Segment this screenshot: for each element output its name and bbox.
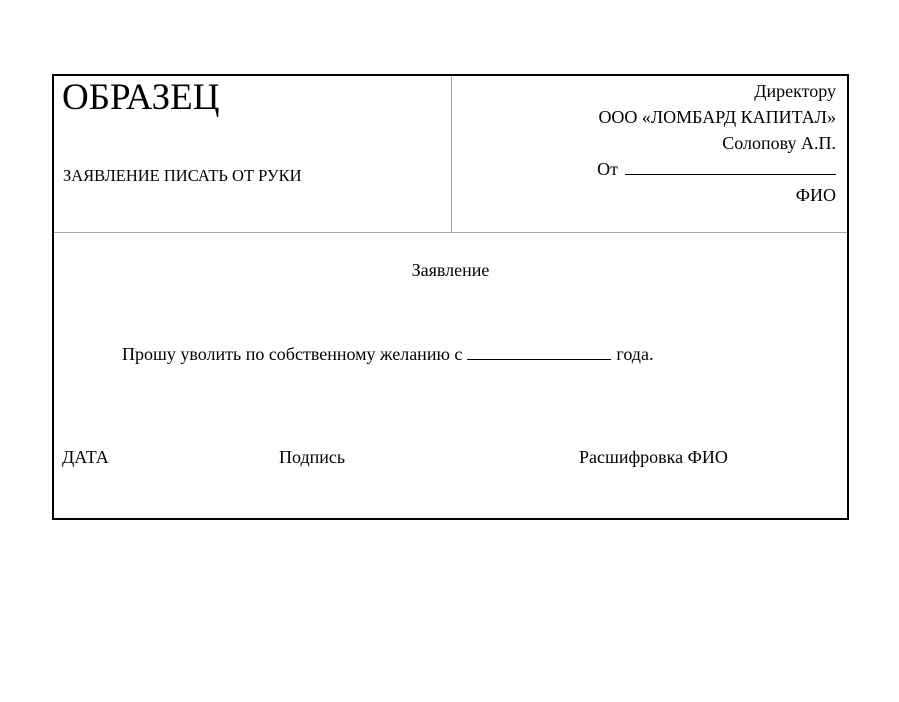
addressee-title: Директору	[754, 81, 836, 101]
fio-decipher-label: Расшифровка ФИО	[579, 447, 728, 467]
fio-caption: ФИО	[795, 185, 836, 205]
from-blank-line	[625, 157, 836, 175]
handwrite-instruction-note: ЗАЯВЛЕНИЕ ПИСАТЬ ОТ РУКИ	[63, 166, 302, 185]
company-name: ООО «ЛОМБАРД КАПИТАЛ»	[598, 107, 836, 127]
signature-label: Подпись	[279, 447, 346, 467]
from-label: От	[597, 159, 618, 179]
header-right-cell	[452, 76, 847, 232]
application-form-table	[52, 74, 849, 520]
from-line	[452, 156, 836, 182]
sample-watermark-label: ОБРАЗЕЦ	[62, 77, 220, 118]
request-text-prefix: Прошу уволить по собственному желанию с	[122, 344, 463, 365]
signature-row	[54, 447, 847, 473]
date-blank-line	[467, 342, 611, 360]
application-title: Заявление	[411, 260, 490, 280]
director-name: Солопову А.П.	[722, 133, 836, 153]
request-line	[122, 342, 653, 365]
request-text-suffix: года.	[616, 344, 654, 365]
header-left-cell	[54, 76, 452, 232]
date-label: ДАТА	[62, 447, 109, 467]
form-header-row	[54, 76, 847, 233]
